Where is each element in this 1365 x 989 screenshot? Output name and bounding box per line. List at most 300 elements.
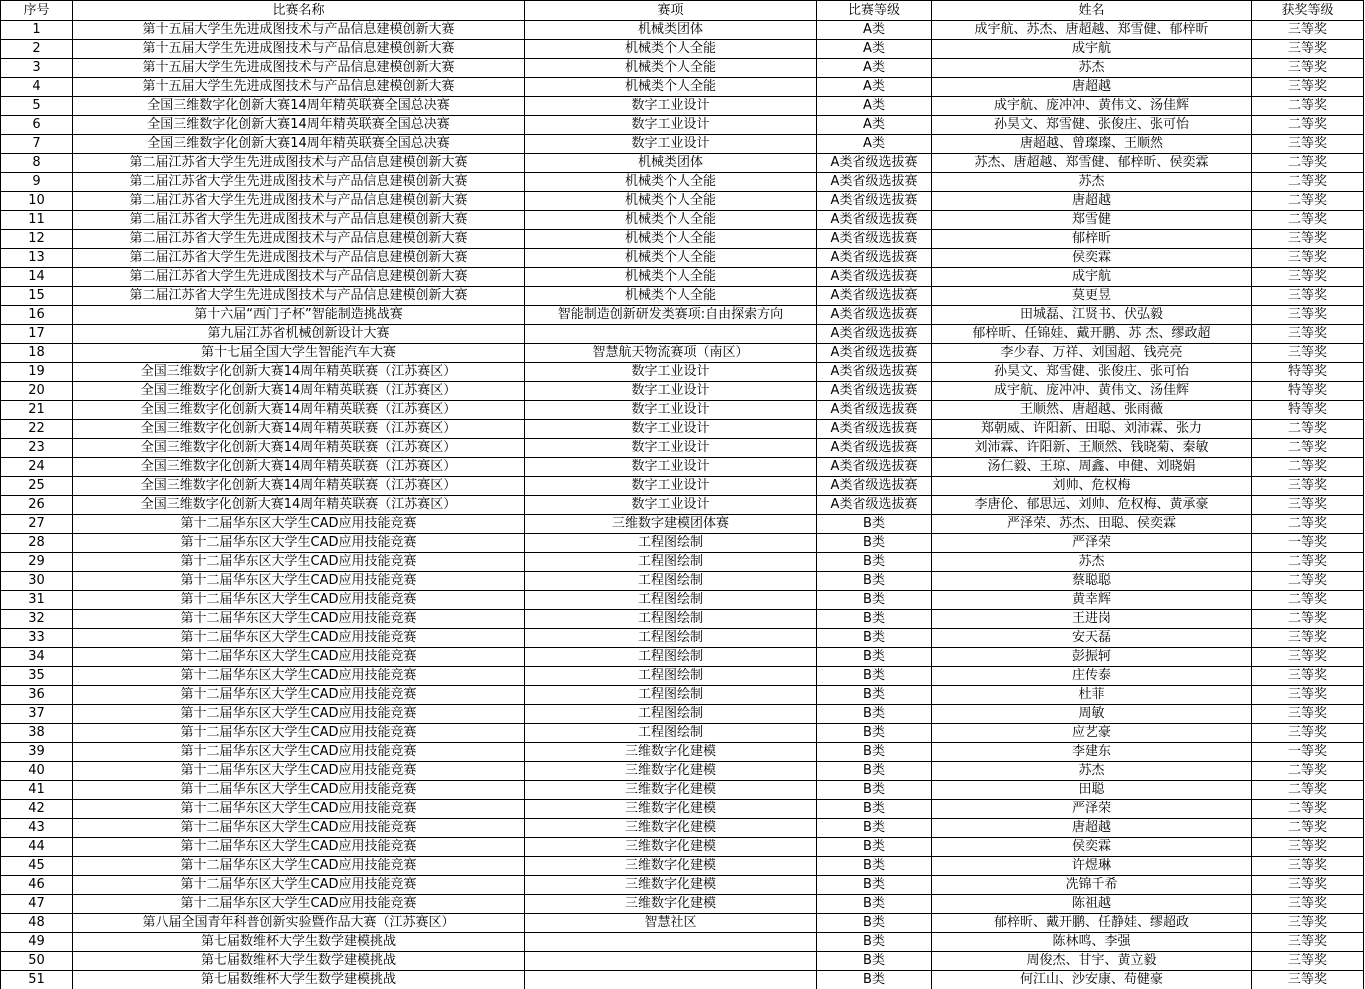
cell-competition-level[interactable]: A类省级选拔赛 [817, 401, 932, 420]
cell-award-level[interactable]: 二等奖 [1252, 572, 1364, 591]
cell-names[interactable]: 杜菲 [932, 686, 1252, 705]
cell-competition-name[interactable]: 第十五届大学生先进成图技术与产品信息建模创新大赛 [73, 40, 525, 59]
cell-serial-number[interactable]: 29 [1, 553, 73, 572]
cell-competition-level[interactable]: A类省级选拔赛 [817, 496, 932, 515]
cell-names[interactable]: 苏杰 [932, 173, 1252, 192]
cell-competition-name[interactable]: 全国三维数字化创新大赛14周年精英联赛（江苏赛区） [73, 401, 525, 420]
cell-names[interactable]: 周敏 [932, 705, 1252, 724]
cell-competition-level[interactable]: A类省级选拔赛 [817, 154, 932, 173]
cell-competition-name[interactable]: 全国三维数字化创新大赛14周年精英联赛（江苏赛区） [73, 458, 525, 477]
cell-serial-number[interactable]: 31 [1, 591, 73, 610]
cell-competition-level[interactable]: B类 [817, 534, 932, 553]
cell-award-level[interactable]: 二等奖 [1252, 173, 1364, 192]
cell-names[interactable]: 王顺然、唐超越、张雨薇 [932, 401, 1252, 420]
cell-serial-number[interactable]: 42 [1, 800, 73, 819]
cell-names[interactable]: 陈祖越 [932, 895, 1252, 914]
cell-serial-number[interactable]: 28 [1, 534, 73, 553]
cell-names[interactable]: 成宇航、庞冲冲、黄伟文、汤佳辉 [932, 97, 1252, 116]
cell-event[interactable] [525, 933, 817, 952]
cell-serial-number[interactable]: 9 [1, 173, 73, 192]
cell-award-level[interactable]: 二等奖 [1252, 97, 1364, 116]
cell-event[interactable]: 数字工业设计 [525, 116, 817, 135]
cell-competition-level[interactable]: A类省级选拔赛 [817, 382, 932, 401]
cell-event[interactable]: 三维数字化建模 [525, 781, 817, 800]
cell-competition-name[interactable]: 第二届江苏省大学生先进成图技术与产品信息建模创新大赛 [73, 211, 525, 230]
cell-award-level[interactable]: 三等奖 [1252, 306, 1364, 325]
cell-event[interactable]: 数字工业设计 [525, 458, 817, 477]
cell-serial-number[interactable]: 4 [1, 78, 73, 97]
cell-serial-number[interactable]: 26 [1, 496, 73, 515]
cell-competition-name[interactable]: 全国三维数字化创新大赛14周年精英联赛（江苏赛区） [73, 496, 525, 515]
cell-event[interactable]: 工程图绘制 [525, 724, 817, 743]
cell-competition-name[interactable]: 第十六届“西门子杯”智能制造挑战赛 [73, 306, 525, 325]
cell-award-level[interactable]: 三等奖 [1252, 724, 1364, 743]
cell-serial-number[interactable]: 3 [1, 59, 73, 78]
cell-serial-number[interactable]: 14 [1, 268, 73, 287]
cell-serial-number[interactable]: 11 [1, 211, 73, 230]
cell-event[interactable]: 工程图绘制 [525, 629, 817, 648]
cell-names[interactable]: 唐超越、曾璨璨、王顺然 [932, 135, 1252, 154]
cell-competition-level[interactable]: A类省级选拔赛 [817, 344, 932, 363]
cell-award-level[interactable]: 三等奖 [1252, 629, 1364, 648]
cell-competition-name[interactable]: 第十五届大学生先进成图技术与产品信息建模创新大赛 [73, 21, 525, 40]
cell-names[interactable]: 苏杰 [932, 59, 1252, 78]
cell-award-level[interactable]: 三等奖 [1252, 686, 1364, 705]
cell-competition-name[interactable]: 第七届数维杯大学生数学建模挑战 [73, 952, 525, 971]
cell-competition-name[interactable]: 第十二届华东区大学生CAD应用技能竞赛 [73, 705, 525, 724]
cell-competition-name[interactable]: 第十二届华东区大学生CAD应用技能竞赛 [73, 876, 525, 895]
cell-competition-name[interactable]: 第十二届华东区大学生CAD应用技能竞赛 [73, 857, 525, 876]
cell-serial-number[interactable]: 36 [1, 686, 73, 705]
cell-award-level[interactable]: 二等奖 [1252, 154, 1364, 173]
cell-competition-level[interactable]: B类 [817, 686, 932, 705]
cell-competition-level[interactable]: A类 [817, 59, 932, 78]
cell-serial-number[interactable]: 25 [1, 477, 73, 496]
cell-competition-level[interactable]: B类 [817, 971, 932, 989]
header-event[interactable]: 赛项 [525, 1, 817, 21]
cell-event[interactable]: 数字工业设计 [525, 382, 817, 401]
cell-competition-level[interactable]: A类 [817, 135, 932, 154]
cell-competition-level[interactable]: B类 [817, 781, 932, 800]
cell-competition-level[interactable]: A类省级选拔赛 [817, 325, 932, 344]
cell-serial-number[interactable]: 38 [1, 724, 73, 743]
cell-event[interactable]: 三维数字化建模 [525, 743, 817, 762]
cell-competition-level[interactable]: A类 [817, 40, 932, 59]
cell-event[interactable]: 数字工业设计 [525, 135, 817, 154]
cell-event[interactable]: 智能制造创新研发类赛项:自由探索方向 [525, 306, 817, 325]
cell-event[interactable]: 工程图绘制 [525, 705, 817, 724]
cell-competition-name[interactable]: 全国三维数字化创新大赛14周年精英联赛（江苏赛区） [73, 382, 525, 401]
cell-names[interactable]: 安天磊 [932, 629, 1252, 648]
cell-competition-name[interactable]: 第十二届华东区大学生CAD应用技能竞赛 [73, 781, 525, 800]
cell-award-level[interactable]: 三等奖 [1252, 78, 1364, 97]
cell-competition-level[interactable]: B类 [817, 933, 932, 952]
cell-competition-level[interactable]: B类 [817, 857, 932, 876]
header-award-level[interactable]: 获奖等级 [1252, 1, 1364, 21]
cell-serial-number[interactable]: 23 [1, 439, 73, 458]
cell-serial-number[interactable]: 34 [1, 648, 73, 667]
cell-names[interactable]: 许煜琳 [932, 857, 1252, 876]
cell-award-level[interactable]: 三等奖 [1252, 895, 1364, 914]
cell-event[interactable]: 机械类个人全能 [525, 287, 817, 306]
cell-event[interactable] [525, 325, 817, 344]
cell-names[interactable]: 刘帅、危权梅 [932, 477, 1252, 496]
cell-names[interactable]: 冼锦千希 [932, 876, 1252, 895]
cell-names[interactable]: 莫更昱 [932, 287, 1252, 306]
cell-serial-number[interactable]: 41 [1, 781, 73, 800]
cell-award-level[interactable]: 三等奖 [1252, 287, 1364, 306]
cell-event[interactable]: 机械类团体 [525, 154, 817, 173]
cell-competition-name[interactable]: 第十二届华东区大学生CAD应用技能竞赛 [73, 515, 525, 534]
cell-competition-name[interactable]: 全国三维数字化创新大赛14周年精英联赛（江苏赛区） [73, 363, 525, 382]
header-competition-name[interactable]: 比赛名称 [73, 1, 525, 21]
cell-competition-name[interactable]: 全国三维数字化创新大赛14周年精英联赛（江苏赛区） [73, 477, 525, 496]
cell-competition-level[interactable]: B类 [817, 800, 932, 819]
header-names[interactable]: 姓名 [932, 1, 1252, 21]
cell-competition-level[interactable]: A类省级选拔赛 [817, 211, 932, 230]
cell-competition-name[interactable]: 第十二届华东区大学生CAD应用技能竞赛 [73, 762, 525, 781]
cell-names[interactable]: 孙昊文、郑雪健、张俊庄、张可怡 [932, 116, 1252, 135]
cell-award-level[interactable]: 二等奖 [1252, 781, 1364, 800]
cell-award-level[interactable]: 三等奖 [1252, 477, 1364, 496]
cell-award-level[interactable]: 三等奖 [1252, 230, 1364, 249]
cell-competition-name[interactable]: 第十二届华东区大学生CAD应用技能竞赛 [73, 743, 525, 762]
cell-serial-number[interactable]: 16 [1, 306, 73, 325]
cell-award-level[interactable]: 三等奖 [1252, 135, 1364, 154]
cell-serial-number[interactable]: 39 [1, 743, 73, 762]
cell-award-level[interactable]: 三等奖 [1252, 249, 1364, 268]
cell-event[interactable]: 工程图绘制 [525, 667, 817, 686]
cell-serial-number[interactable]: 46 [1, 876, 73, 895]
cell-competition-level[interactable]: B类 [817, 838, 932, 857]
cell-event[interactable]: 工程图绘制 [525, 648, 817, 667]
cell-award-level[interactable]: 三等奖 [1252, 705, 1364, 724]
cell-competition-name[interactable]: 全国三维数字化创新大赛14周年精英联赛（江苏赛区） [73, 439, 525, 458]
cell-names[interactable]: 严泽荣 [932, 534, 1252, 553]
cell-competition-level[interactable]: A类省级选拔赛 [817, 287, 932, 306]
cell-event[interactable]: 数字工业设计 [525, 401, 817, 420]
cell-competition-level[interactable]: B类 [817, 762, 932, 781]
cell-names[interactable]: 成宇航、苏杰、唐超越、郑雪健、郁梓昕 [932, 21, 1252, 40]
cell-names[interactable]: 严泽荣 [932, 800, 1252, 819]
cell-award-level[interactable]: 三等奖 [1252, 838, 1364, 857]
cell-competition-level[interactable]: B类 [817, 876, 932, 895]
cell-event[interactable]: 工程图绘制 [525, 553, 817, 572]
cell-competition-level[interactable]: A类省级选拔赛 [817, 173, 932, 192]
cell-award-level[interactable]: 二等奖 [1252, 800, 1364, 819]
cell-serial-number[interactable]: 10 [1, 192, 73, 211]
cell-serial-number[interactable]: 15 [1, 287, 73, 306]
cell-competition-name[interactable]: 第十二届华东区大学生CAD应用技能竞赛 [73, 629, 525, 648]
cell-competition-level[interactable]: A类省级选拔赛 [817, 192, 932, 211]
cell-award-level[interactable]: 三等奖 [1252, 344, 1364, 363]
cell-competition-name[interactable]: 第二届江苏省大学生先进成图技术与产品信息建模创新大赛 [73, 268, 525, 287]
cell-serial-number[interactable]: 47 [1, 895, 73, 914]
cell-award-level[interactable]: 三等奖 [1252, 914, 1364, 933]
cell-competition-level[interactable]: B类 [817, 667, 932, 686]
cell-names[interactable]: 郁梓昕、任锦娃、戴开鹏、苏 杰、缪政超 [932, 325, 1252, 344]
cell-serial-number[interactable]: 50 [1, 952, 73, 971]
cell-award-level[interactable]: 三等奖 [1252, 857, 1364, 876]
cell-names[interactable]: 王进岗 [932, 610, 1252, 629]
cell-competition-name[interactable]: 全国三维数字化创新大赛14周年精英联赛全国总决赛 [73, 97, 525, 116]
cell-names[interactable]: 庄传泰 [932, 667, 1252, 686]
cell-award-level[interactable]: 二等奖 [1252, 211, 1364, 230]
cell-competition-level[interactable]: A类省级选拔赛 [817, 249, 932, 268]
cell-names[interactable]: 郑朝威、许阳新、田聪、刘沛霖、张力 [932, 420, 1252, 439]
cell-award-level[interactable]: 三等奖 [1252, 40, 1364, 59]
cell-event[interactable]: 数字工业设计 [525, 477, 817, 496]
cell-competition-name[interactable]: 第十五届大学生先进成图技术与产品信息建模创新大赛 [73, 78, 525, 97]
cell-award-level[interactable]: 三等奖 [1252, 59, 1364, 78]
cell-award-level[interactable]: 特等奖 [1252, 363, 1364, 382]
cell-names[interactable]: 周俊杰、甘宇、黄立毅 [932, 952, 1252, 971]
cell-competition-name[interactable]: 第十二届华东区大学生CAD应用技能竞赛 [73, 686, 525, 705]
cell-event[interactable]: 三维数字化建模 [525, 762, 817, 781]
cell-names[interactable]: 郑雪健 [932, 211, 1252, 230]
cell-competition-name[interactable]: 第十二届华东区大学生CAD应用技能竞赛 [73, 895, 525, 914]
cell-event[interactable]: 工程图绘制 [525, 572, 817, 591]
cell-competition-name[interactable]: 第二届江苏省大学生先进成图技术与产品信息建模创新大赛 [73, 287, 525, 306]
cell-event[interactable]: 机械类个人全能 [525, 230, 817, 249]
cell-names[interactable]: 汤仁毅、王琼、周鑫、申健、刘晓娟 [932, 458, 1252, 477]
cell-serial-number[interactable]: 51 [1, 971, 73, 989]
cell-competition-level[interactable]: B类 [817, 705, 932, 724]
cell-names[interactable]: 严泽荣、苏杰、田聪、侯奕霖 [932, 515, 1252, 534]
cell-award-level[interactable]: 三等奖 [1252, 496, 1364, 515]
cell-event[interactable]: 数字工业设计 [525, 496, 817, 515]
cell-serial-number[interactable]: 19 [1, 363, 73, 382]
cell-competition-name[interactable]: 第十二届华东区大学生CAD应用技能竞赛 [73, 667, 525, 686]
cell-serial-number[interactable]: 40 [1, 762, 73, 781]
cell-serial-number[interactable]: 49 [1, 933, 73, 952]
cell-competition-name[interactable]: 第十二届华东区大学生CAD应用技能竞赛 [73, 534, 525, 553]
header-competition-level[interactable]: 比赛等级 [817, 1, 932, 21]
cell-names[interactable]: 郁梓昕 [932, 230, 1252, 249]
cell-names[interactable]: 彭振轲 [932, 648, 1252, 667]
cell-award-level[interactable]: 二等奖 [1252, 762, 1364, 781]
cell-competition-name[interactable]: 第十二届华东区大学生CAD应用技能竞赛 [73, 819, 525, 838]
cell-event[interactable]: 三维数字化建模 [525, 838, 817, 857]
cell-names[interactable]: 苏杰 [932, 762, 1252, 781]
cell-award-level[interactable]: 三等奖 [1252, 971, 1364, 989]
cell-competition-name[interactable]: 第二届江苏省大学生先进成图技术与产品信息建模创新大赛 [73, 230, 525, 249]
cell-event[interactable]: 工程图绘制 [525, 534, 817, 553]
header-serial-number[interactable]: 序号 [1, 1, 73, 21]
cell-competition-level[interactable]: A类省级选拔赛 [817, 230, 932, 249]
cell-event[interactable]: 数字工业设计 [525, 97, 817, 116]
cell-competition-name[interactable]: 全国三维数字化创新大赛14周年精英联赛（江苏赛区） [73, 420, 525, 439]
cell-competition-name[interactable]: 第十二届华东区大学生CAD应用技能竞赛 [73, 648, 525, 667]
cell-award-level[interactable]: 一等奖 [1252, 743, 1364, 762]
cell-names[interactable]: 李少春、万祥、刘国超、钱亮亮 [932, 344, 1252, 363]
cell-competition-level[interactable]: A类 [817, 116, 932, 135]
cell-event[interactable]: 机械类个人全能 [525, 268, 817, 287]
cell-award-level[interactable]: 二等奖 [1252, 458, 1364, 477]
cell-award-level[interactable]: 三等奖 [1252, 325, 1364, 344]
cell-award-level[interactable]: 二等奖 [1252, 610, 1364, 629]
cell-serial-number[interactable]: 5 [1, 97, 73, 116]
cell-names[interactable]: 田城磊、江贤书、伏弘毅 [932, 306, 1252, 325]
cell-serial-number[interactable]: 30 [1, 572, 73, 591]
cell-serial-number[interactable]: 35 [1, 667, 73, 686]
cell-names[interactable]: 刘沛霖、许阳新、王顺然、钱晓菊、秦敏 [932, 439, 1252, 458]
cell-competition-level[interactable]: A类 [817, 97, 932, 116]
cell-award-level[interactable]: 特等奖 [1252, 401, 1364, 420]
cell-competition-name[interactable]: 第七届数维杯大学生数学建模挑战 [73, 971, 525, 989]
cell-event[interactable]: 三维数字化建模 [525, 800, 817, 819]
cell-serial-number[interactable]: 21 [1, 401, 73, 420]
cell-names[interactable]: 成宇航 [932, 40, 1252, 59]
cell-competition-name[interactable]: 第十七届全国大学生智能汽车大赛 [73, 344, 525, 363]
cell-serial-number[interactable]: 17 [1, 325, 73, 344]
cell-award-level[interactable]: 一等奖 [1252, 534, 1364, 553]
cell-serial-number[interactable]: 6 [1, 116, 73, 135]
cell-award-level[interactable]: 二等奖 [1252, 515, 1364, 534]
cell-event[interactable]: 三维数字建模团体赛 [525, 515, 817, 534]
cell-award-level[interactable]: 特等奖 [1252, 382, 1364, 401]
cell-event[interactable]: 数字工业设计 [525, 420, 817, 439]
cell-names[interactable]: 蔡聪聪 [932, 572, 1252, 591]
cell-serial-number[interactable]: 18 [1, 344, 73, 363]
cell-serial-number[interactable]: 8 [1, 154, 73, 173]
cell-competition-name[interactable]: 第十二届华东区大学生CAD应用技能竞赛 [73, 553, 525, 572]
cell-event[interactable]: 工程图绘制 [525, 686, 817, 705]
cell-competition-level[interactable]: A类 [817, 21, 932, 40]
cell-serial-number[interactable]: 1 [1, 21, 73, 40]
cell-award-level[interactable]: 三等奖 [1252, 21, 1364, 40]
cell-competition-level[interactable]: A类 [817, 78, 932, 97]
cell-names[interactable]: 黄幸辉 [932, 591, 1252, 610]
cell-competition-level[interactable]: B类 [817, 914, 932, 933]
cell-serial-number[interactable]: 7 [1, 135, 73, 154]
cell-event[interactable]: 工程图绘制 [525, 610, 817, 629]
cell-event[interactable]: 数字工业设计 [525, 439, 817, 458]
cell-competition-level[interactable]: A类省级选拔赛 [817, 268, 932, 287]
cell-competition-level[interactable]: B类 [817, 743, 932, 762]
cell-competition-level[interactable]: B类 [817, 591, 932, 610]
cell-competition-level[interactable]: B类 [817, 515, 932, 534]
cell-award-level[interactable]: 三等奖 [1252, 876, 1364, 895]
cell-competition-name[interactable]: 第十二届华东区大学生CAD应用技能竞赛 [73, 610, 525, 629]
cell-names[interactable]: 唐超越 [932, 819, 1252, 838]
cell-event[interactable]: 三维数字化建模 [525, 876, 817, 895]
cell-serial-number[interactable]: 22 [1, 420, 73, 439]
cell-names[interactable]: 苏杰、唐超越、郑雪健、郁梓昕、侯奕霖 [932, 154, 1252, 173]
cell-competition-name[interactable]: 第七届数维杯大学生数学建模挑战 [73, 933, 525, 952]
cell-event[interactable] [525, 971, 817, 989]
cell-serial-number[interactable]: 37 [1, 705, 73, 724]
cell-competition-name[interactable]: 第二届江苏省大学生先进成图技术与产品信息建模创新大赛 [73, 154, 525, 173]
cell-event[interactable]: 机械类个人全能 [525, 192, 817, 211]
cell-event[interactable]: 数字工业设计 [525, 363, 817, 382]
cell-competition-level[interactable]: B类 [817, 648, 932, 667]
cell-names[interactable]: 孙昊文、郑雪健、张俊庄、张可怡 [932, 363, 1252, 382]
cell-competition-level[interactable]: A类省级选拔赛 [817, 439, 932, 458]
cell-competition-level[interactable]: B类 [817, 610, 932, 629]
cell-competition-name[interactable]: 第八届全国青年科普创新实验暨作品大赛（江苏赛区） [73, 914, 525, 933]
cell-award-level[interactable]: 三等奖 [1252, 648, 1364, 667]
cell-competition-name[interactable]: 全国三维数字化创新大赛14周年精英联赛全国总决赛 [73, 135, 525, 154]
cell-award-level[interactable]: 三等奖 [1252, 952, 1364, 971]
cell-competition-name[interactable]: 第十二届华东区大学生CAD应用技能竞赛 [73, 572, 525, 591]
cell-names[interactable]: 唐超越 [932, 78, 1252, 97]
cell-competition-level[interactable]: A类省级选拔赛 [817, 477, 932, 496]
cell-award-level[interactable]: 二等奖 [1252, 439, 1364, 458]
cell-competition-name[interactable]: 第十二届华东区大学生CAD应用技能竞赛 [73, 724, 525, 743]
cell-event[interactable]: 机械类个人全能 [525, 211, 817, 230]
cell-competition-name[interactable]: 第九届江苏省机械创新设计大赛 [73, 325, 525, 344]
cell-serial-number[interactable]: 43 [1, 819, 73, 838]
cell-award-level[interactable]: 三等奖 [1252, 268, 1364, 287]
cell-competition-level[interactable]: A类省级选拔赛 [817, 458, 932, 477]
cell-names[interactable]: 何江山、沙安康、苟健豪 [932, 971, 1252, 989]
cell-event[interactable]: 机械类团体 [525, 21, 817, 40]
cell-serial-number[interactable]: 20 [1, 382, 73, 401]
cell-competition-level[interactable]: B类 [817, 553, 932, 572]
cell-award-level[interactable]: 二等奖 [1252, 192, 1364, 211]
cell-serial-number[interactable]: 24 [1, 458, 73, 477]
cell-award-level[interactable]: 二等奖 [1252, 116, 1364, 135]
cell-award-level[interactable]: 二等奖 [1252, 591, 1364, 610]
cell-serial-number[interactable]: 33 [1, 629, 73, 648]
cell-serial-number[interactable]: 12 [1, 230, 73, 249]
cell-names[interactable]: 侯奕霖 [932, 249, 1252, 268]
cell-competition-name[interactable]: 全国三维数字化创新大赛14周年精英联赛全国总决赛 [73, 116, 525, 135]
cell-event[interactable]: 机械类个人全能 [525, 173, 817, 192]
cell-award-level[interactable]: 二等奖 [1252, 819, 1364, 838]
cell-names[interactable]: 侯奕霖 [932, 838, 1252, 857]
cell-event[interactable]: 智慧社区 [525, 914, 817, 933]
cell-award-level[interactable]: 二等奖 [1252, 553, 1364, 572]
cell-competition-level[interactable]: B类 [817, 952, 932, 971]
cell-award-level[interactable]: 三等奖 [1252, 667, 1364, 686]
cell-competition-name[interactable]: 第十二届华东区大学生CAD应用技能竞赛 [73, 838, 525, 857]
cell-names[interactable]: 苏杰 [932, 553, 1252, 572]
cell-competition-name[interactable]: 第二届江苏省大学生先进成图技术与产品信息建模创新大赛 [73, 173, 525, 192]
cell-award-level[interactable]: 二等奖 [1252, 420, 1364, 439]
cell-names[interactable]: 陈林鸣、李强 [932, 933, 1252, 952]
cell-competition-name[interactable]: 第十二届华东区大学生CAD应用技能竞赛 [73, 800, 525, 819]
cell-names[interactable]: 成宇航、庞冲冲、黄伟文、汤佳辉 [932, 382, 1252, 401]
cell-serial-number[interactable]: 48 [1, 914, 73, 933]
cell-names[interactable]: 应艺豪 [932, 724, 1252, 743]
cell-names[interactable]: 田聪 [932, 781, 1252, 800]
cell-serial-number[interactable]: 2 [1, 40, 73, 59]
cell-competition-level[interactable]: A类省级选拔赛 [817, 363, 932, 382]
cell-event[interactable]: 机械类个人全能 [525, 40, 817, 59]
cell-competition-level[interactable]: B类 [817, 724, 932, 743]
cell-event[interactable]: 机械类个人全能 [525, 59, 817, 78]
cell-competition-name[interactable]: 第十二届华东区大学生CAD应用技能竞赛 [73, 591, 525, 610]
cell-event[interactable]: 机械类个人全能 [525, 78, 817, 97]
cell-competition-level[interactable]: B类 [817, 629, 932, 648]
cell-event[interactable]: 智慧航天物流赛项（南区） [525, 344, 817, 363]
cell-serial-number[interactable]: 44 [1, 838, 73, 857]
cell-event[interactable] [525, 952, 817, 971]
cell-competition-level[interactable]: B类 [817, 572, 932, 591]
cell-event[interactable]: 机械类个人全能 [525, 249, 817, 268]
cell-serial-number[interactable]: 45 [1, 857, 73, 876]
cell-names[interactable]: 唐超越 [932, 192, 1252, 211]
cell-competition-name[interactable]: 第二届江苏省大学生先进成图技术与产品信息建模创新大赛 [73, 192, 525, 211]
cell-competition-level[interactable]: B类 [817, 819, 932, 838]
cell-competition-level[interactable]: A类省级选拔赛 [817, 420, 932, 439]
cell-event[interactable]: 三维数字化建模 [525, 895, 817, 914]
cell-competition-level[interactable]: A类省级选拔赛 [817, 306, 932, 325]
cell-event[interactable]: 工程图绘制 [525, 591, 817, 610]
cell-names[interactable]: 成宇航 [932, 268, 1252, 287]
